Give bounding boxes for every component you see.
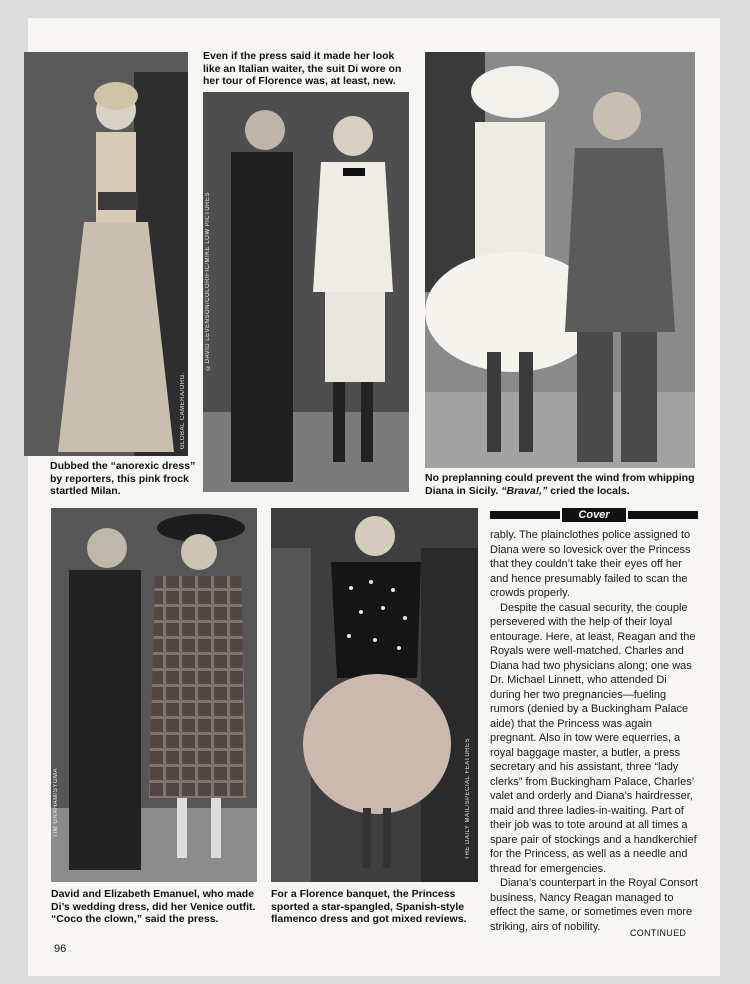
photo-illustration: [203, 92, 409, 492]
divider: [628, 511, 698, 519]
caption-anorexic-dress: Dubbed the “anorexic dress” by reporters, this pink frock startled Milan.: [50, 460, 196, 497]
photo-credit: TIM GRAHAM/SYGMA: [53, 768, 59, 838]
paragraph: Despite the casual security, the couple persevered with the help of their loyal entourage. Here, at least, Reagan and the Royals were well-matched. Charles and Diana had two physicians along; one was Dr. Michael Linnett, who attended Di during her two pregnancies—fueling rumors (denied by a Buckingham Palace aide) that the Princess was again pregnant. Also in tow were equerries, a royal baggage master, a butler, a press secretary and his assistant, three “lady clerks” from Buckingham Palace, Charles’ valet and orderly and Diana’s hairdresser, maid and three ladies-in-waiting. Part of their job was to tote around at all times a spare pair of stockings and a handkerchief for the Princess, as well as a needle and thread for emergencies.: [490, 601, 697, 875]
photo-diana-pink-frock: [24, 52, 188, 456]
section-label: Cover: [562, 508, 626, 522]
photo-diana-white-suit: [203, 92, 409, 492]
photo-diana-venice-outfit: [51, 508, 257, 882]
article-body: [490, 528, 700, 934]
paragraph: Diana’s counterpart in the Royal Consort business, Nancy Reagan managed to effect the same, or sometimes even more striking, airs of nobility.: [490, 877, 698, 933]
caption-text: No preplanning could prevent the wind from whipping Diana in Sicily.: [425, 472, 695, 497]
photo-illustration: [425, 52, 695, 468]
photo-credit: ©DAVID LEVENSON/COLORIFIC/MIKE LOW PICTURES: [205, 192, 211, 370]
caption-sicily-wind: [425, 472, 695, 497]
photo-illustration: [51, 508, 257, 882]
caption-flamenco-dress: For a Florence banquet, the Princess sported a star-spangled, Spanish-style flamenco dress and got mixed reviews.: [271, 888, 467, 925]
photo-credit: THE DAILY MAIL/SPECIAL FEATURES: [465, 738, 471, 860]
photo-diana-sicily-wind: [425, 52, 695, 468]
page-number: 96: [54, 943, 67, 955]
caption-text: cried the locals.: [547, 484, 630, 497]
caption-venice-outfit: David and Elizabeth Emanuel, who made Di’s wedding dress, did her Venice outfit. “Coco the clown,” said the press.: [51, 888, 256, 925]
photo-illustration: [24, 52, 188, 456]
photo-illustration: [271, 508, 478, 882]
caption-quote: “Brava!,”: [501, 484, 548, 497]
paragraph: rably. The plainclothes police assigned to Diana were so lovesick over the Princess that they couldn’t take their eyes off her and hence presumably failed to scan the crowds properly.: [490, 529, 691, 599]
continued-label: CONTINUED: [630, 928, 687, 938]
photo-credit: GLOBAL CAMERA/ORG.: [180, 372, 186, 450]
section-header: [490, 508, 698, 522]
divider: [490, 511, 560, 519]
photo-diana-flamenco-dress: [271, 508, 478, 882]
caption-waiter-suit: Even if the press said it made her look like an Italian waiter, the suit Di wore on her tour of Florence was, at least, new.: [203, 50, 402, 87]
